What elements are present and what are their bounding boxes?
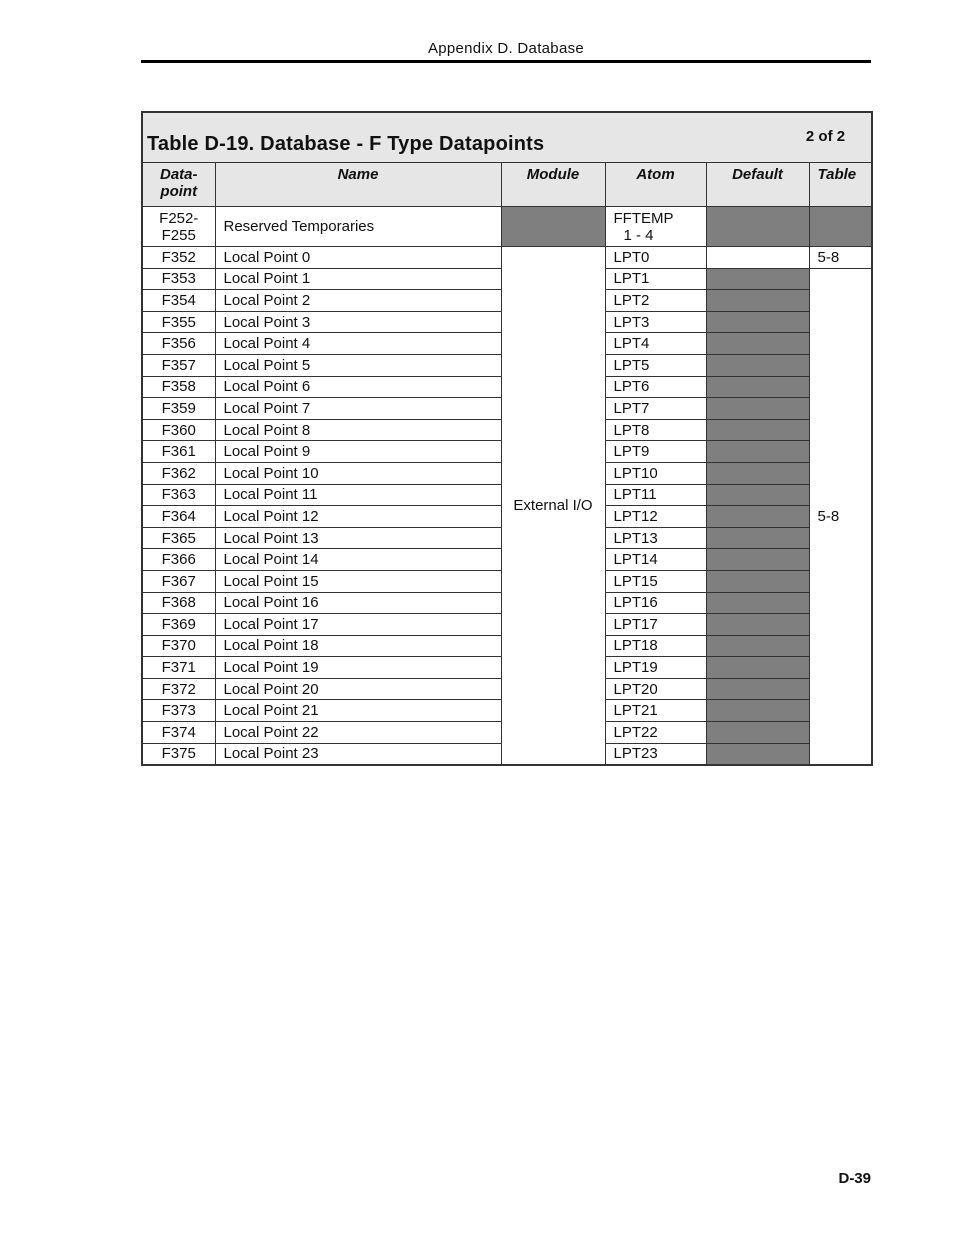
cell-datapoint: F353 [142,268,215,290]
cell-default-shaded [706,570,809,592]
cell-default-shaded [706,614,809,636]
cell-atom: LPT23 [605,743,706,765]
cell-name: Local Point 23 [215,743,501,765]
table-title: Table D-19. Database - F Type Datapoints [147,133,545,155]
cell-datapoint [142,207,215,247]
cell-atom: LPT13 [605,527,706,549]
cell-default-shaded [706,268,809,290]
cell-atom: LPT8 [605,419,706,441]
page-number: D-39 [838,1170,871,1187]
cell-datapoint: F360 [142,419,215,441]
cell-atom: LPT4 [605,333,706,355]
cell-datapoint: F359 [142,398,215,420]
column-header-module: Module [501,163,605,207]
cell-name: Local Point 10 [215,462,501,484]
cell-datapoint: F373 [142,700,215,722]
table-row [142,247,872,269]
cell-datapoint: F365 [142,527,215,549]
cell-default-shaded [706,333,809,355]
cell-datapoint: F371 [142,657,215,679]
cell-name: Local Point 14 [215,549,501,571]
cell-default-shaded [706,376,809,398]
cell-default-shaded [706,398,809,420]
cell-datapoint: F369 [142,614,215,636]
cell-atom: LPT20 [605,678,706,700]
cell-datapoint: F358 [142,376,215,398]
cell-default-shaded [706,506,809,528]
cell-name: Local Point 8 [215,419,501,441]
cell-datapoint: F367 [142,570,215,592]
cell-default-shaded [706,722,809,744]
cell-atom: LPT21 [605,700,706,722]
column-header-datapoint-line2: point [160,183,198,200]
cell-atom: LPT12 [605,506,706,528]
cell-atom-line1: FFTEMP [613,209,674,227]
column-header-table: Table [809,163,872,207]
table-row-reserved [142,207,872,247]
table-caption-row [142,112,872,163]
cell-datapoint: F368 [142,592,215,614]
table-header-row [142,163,872,207]
datapoints-table-container [141,111,871,766]
cell-name: Local Point 7 [215,398,501,420]
table-page-indicator: 2 of 2 [805,128,846,145]
header-rule [141,60,871,63]
cell-name: Local Point 1 [215,268,501,290]
column-header-atom: Atom [605,163,706,207]
cell-default-shaded [706,290,809,312]
cell-datapoint-line2: F255 [161,226,196,244]
cell-datapoint: F356 [142,333,215,355]
cell-name: Local Point 20 [215,678,501,700]
cell-default-shaded [706,549,809,571]
cell-table-ref: 5-8 [809,247,872,269]
cell-name: Local Point 15 [215,570,501,592]
cell-default-empty [706,247,809,269]
cell-name: Local Point 13 [215,527,501,549]
cell-name: Local Point 2 [215,290,501,312]
cell-atom: LPT17 [605,614,706,636]
table-caption [142,112,872,163]
cell-atom: LPT22 [605,722,706,744]
column-header-datapoint [142,163,215,207]
cell-name: Local Point 21 [215,700,501,722]
cell-name: Local Point 11 [215,484,501,506]
cell-default-shaded [706,354,809,376]
cell-atom: LPT11 [605,484,706,506]
cell-datapoint: F363 [142,484,215,506]
cell-default-shaded [706,419,809,441]
cell-name: Local Point 16 [215,592,501,614]
cell-atom: LPT14 [605,549,706,571]
cell-table-shaded [809,207,872,247]
cell-atom [605,207,706,247]
cell-default-shaded [706,700,809,722]
cell-atom: LPT9 [605,441,706,463]
cell-atom: LPT16 [605,592,706,614]
cell-name: Local Point 4 [215,333,501,355]
cell-default-shaded [706,207,809,247]
cell-atom: LPT10 [605,462,706,484]
cell-atom: LPT7 [605,398,706,420]
cell-datapoint: F352 [142,247,215,269]
cell-datapoint-line1: F252- [159,209,199,227]
cell-name: Local Point 12 [215,506,501,528]
cell-name: Local Point 19 [215,657,501,679]
cell-atom: LPT18 [605,635,706,657]
cell-datapoint: F366 [142,549,215,571]
cell-datapoint: F354 [142,290,215,312]
cell-datapoint: F375 [142,743,215,765]
column-header-name: Name [215,163,501,207]
column-header-default: Default [706,163,809,207]
column-header-datapoint-line1: Data- [159,166,198,183]
cell-name: Reserved Temporaries [215,207,501,247]
cell-datapoint: F361 [142,441,215,463]
table-body [142,112,872,765]
cell-name: Local Point 6 [215,376,501,398]
cell-default-shaded [706,657,809,679]
cell-name: Local Point 9 [215,441,501,463]
running-head: Appendix D. Database [427,40,585,57]
cell-atom: LPT1 [605,268,706,290]
cell-name: Local Point 3 [215,311,501,333]
cell-atom: LPT15 [605,570,706,592]
cell-atom: LPT5 [605,354,706,376]
cell-datapoint: F372 [142,678,215,700]
cell-datapoint: F370 [142,635,215,657]
cell-atom: LPT6 [605,376,706,398]
cell-atom: LPT19 [605,657,706,679]
cell-name: Local Point 5 [215,354,501,376]
cell-name: Local Point 22 [215,722,501,744]
cell-default-shaded [706,635,809,657]
cell-atom: LPT2 [605,290,706,312]
cell-datapoint: F364 [142,506,215,528]
cell-default-shaded [706,678,809,700]
cell-atom-line2: 1 - 4 [623,226,654,244]
cell-datapoint: F355 [142,311,215,333]
cell-atom: LPT3 [605,311,706,333]
cell-name: Local Point 17 [215,614,501,636]
cell-atom: LPT0 [605,247,706,269]
cell-name: Local Point 0 [215,247,501,269]
cell-datapoint: F357 [142,354,215,376]
cell-default-shaded [706,484,809,506]
cell-default-shaded [706,592,809,614]
datapoints-table [141,111,873,766]
cell-table-group-ref: 5-8 [809,268,872,765]
cell-default-shaded [706,462,809,484]
cell-datapoint: F362 [142,462,215,484]
cell-default-shaded [706,743,809,765]
cell-default-shaded [706,527,809,549]
cell-module-group: External I/O [501,247,605,766]
cell-default-shaded [706,311,809,333]
cell-module-shaded [501,207,605,247]
cell-datapoint: F374 [142,722,215,744]
cell-name: Local Point 18 [215,635,501,657]
cell-default-shaded [706,441,809,463]
